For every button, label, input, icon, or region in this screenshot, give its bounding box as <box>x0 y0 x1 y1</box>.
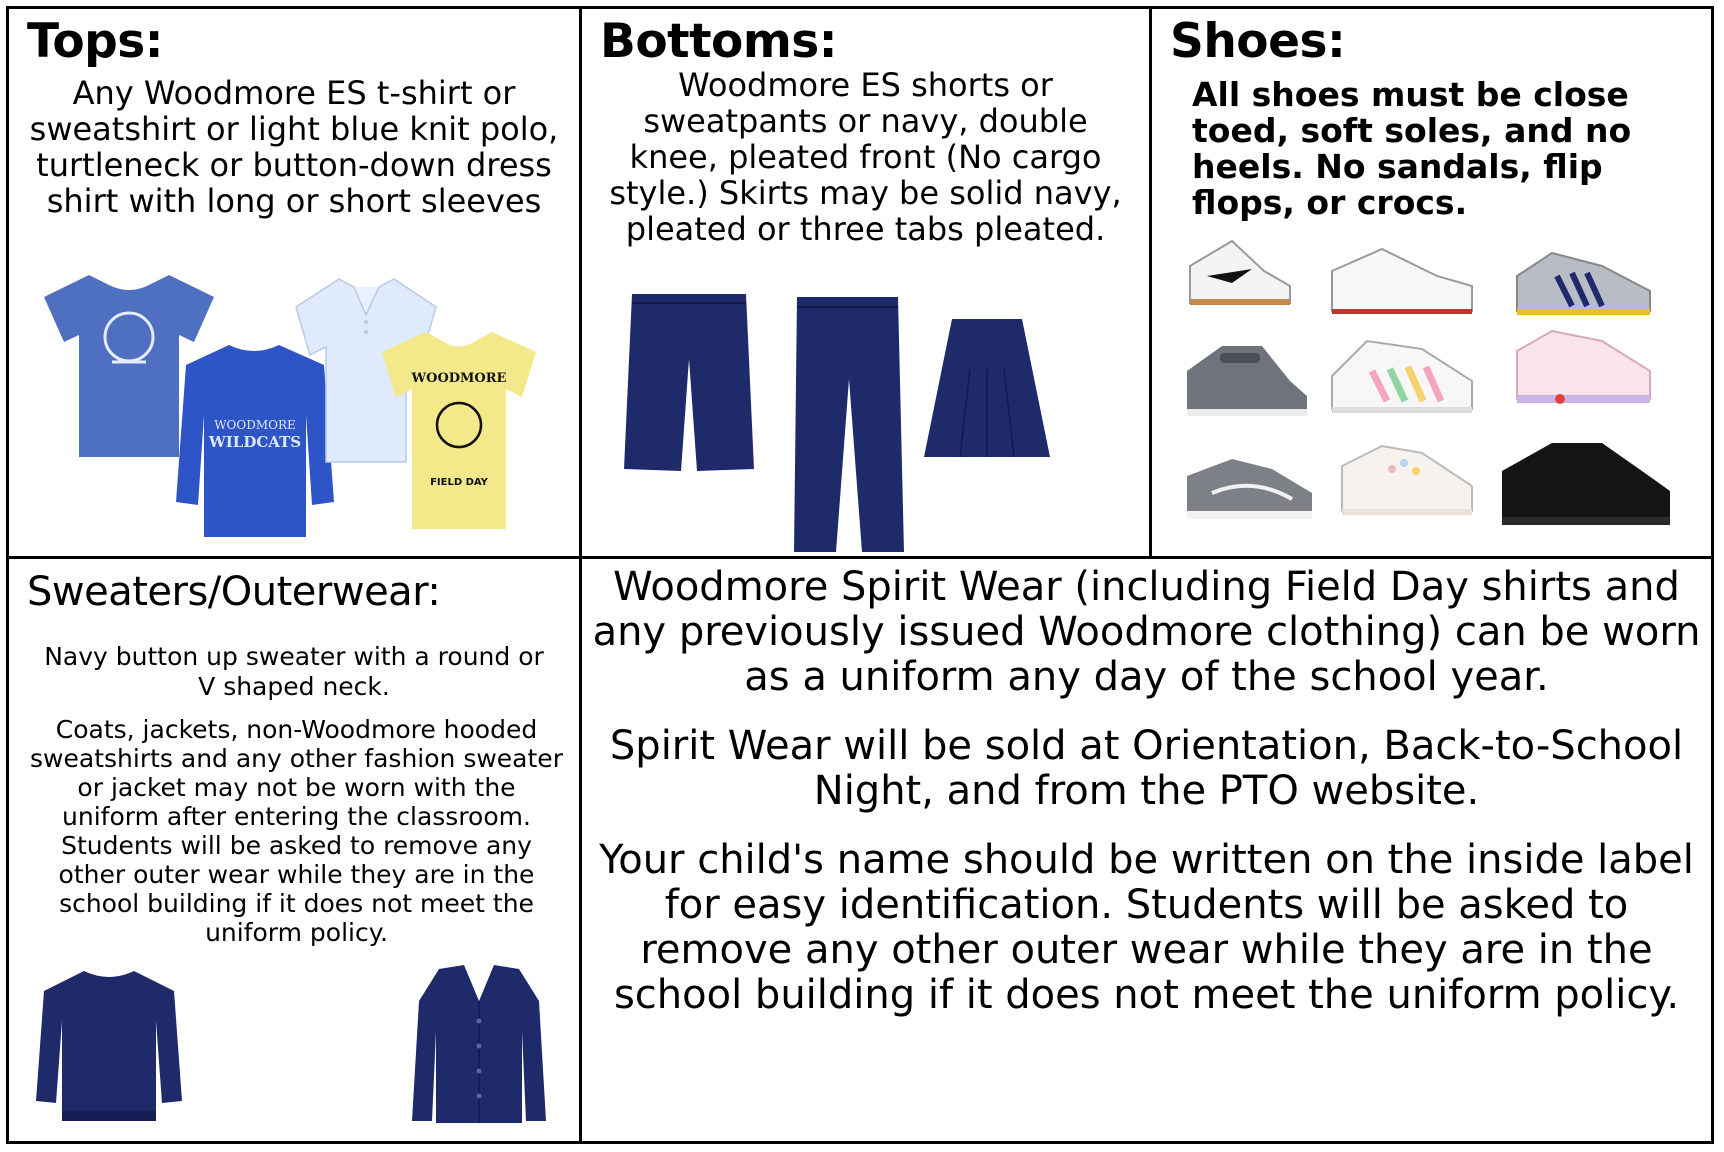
spirit-wear-section <box>579 556 1714 1144</box>
spirit-paragraph-1: Woodmore Spirit Wear (including Field Day shirts and any previously issued Woodmore clothing) can be worn as a uniform any day of the school year. <box>592 564 1701 700</box>
bottoms-section <box>579 6 1152 559</box>
shoes-section <box>1149 6 1714 559</box>
white-sequin-sneaker-image <box>1342 446 1472 515</box>
navy-shorts-image <box>624 294 754 471</box>
tops-heading: Tops: <box>27 14 164 69</box>
bottoms-heading: Bottoms: <box>600 14 838 69</box>
tops-description: Any Woodmore ES t-shirt or sweatshirt or light blue knit polo, turtleneck or button-down dress shirt with long or short sleeves <box>29 74 559 220</box>
wildcats-sweatshirt-image <box>176 345 334 537</box>
gray-skate-shoe-image <box>1187 459 1312 519</box>
bottoms-images <box>622 289 1102 559</box>
shoes-heading: Shoes: <box>1170 14 1346 69</box>
spirit-paragraph-3: Your child's name should be written on the inside label for easy identification. Students will be asked to remove any other outer wear while they are in the school building if it does not meet the uniform policy. <box>599 837 1694 1018</box>
outerwear-description: Coats, jackets, non-Woodmore hooded sweatshirts and any other fashion sweater or jacket may not be worn with the uniform after entering the classroom. Students will be asked to remove any other outer wear while they are in the school building if it does not meet the uniform policy. <box>30 715 563 947</box>
sweaters-description: Navy button up sweater with a round or V shaped neck. <box>44 642 544 701</box>
spirit-wear-text <box>592 565 1701 1042</box>
bottoms-description: Woodmore ES shorts or sweatpants or navy, double knee, pleated front (No cargo style.) Skirts may be solid navy, pleated or three tabs pleated. <box>609 66 1122 248</box>
sweatshirt-print-1: WILDCATS <box>208 433 302 451</box>
navy-cardigan-image <box>404 961 554 1131</box>
tops-images <box>34 267 554 547</box>
white-canvas-sneaker-image <box>1332 249 1472 314</box>
white-sneaker-black-swoosh-image <box>1190 241 1290 305</box>
field-day-print-1: WOODMORE <box>411 371 507 386</box>
pink-light-up-sneaker-image <box>1517 331 1650 404</box>
spirit-paragraph-2: Spirit Wear will be sold at Orientation, Back-to-School Night, and from the PTO website. <box>609 723 1684 814</box>
sweatshirt-print-2: WOODMORE <box>214 418 296 432</box>
shoes-images <box>1172 231 1702 551</box>
navy-sweatshirt-image <box>34 961 184 1131</box>
uniform-policy-grid <box>6 6 1714 1144</box>
navy-pants-image <box>794 297 904 552</box>
field-day-print-2: FIELD DAY <box>430 477 488 488</box>
rainbow-stripe-sneaker-image <box>1332 341 1472 413</box>
shoes-description: All shoes must be close toed, soft soles, and no heels. No sandals, flip flops, or crocs. <box>1192 75 1632 222</box>
gray-striped-sneaker-image <box>1517 253 1650 315</box>
sweaters-outerwear-section <box>6 556 582 1144</box>
gray-velcro-sneaker-image <box>1187 346 1307 416</box>
tops-section <box>6 6 582 559</box>
black-sneaker-image <box>1502 443 1670 525</box>
sweaters-heading: Sweaters/Outerwear: <box>27 569 441 615</box>
navy-skirt-image <box>924 319 1050 457</box>
